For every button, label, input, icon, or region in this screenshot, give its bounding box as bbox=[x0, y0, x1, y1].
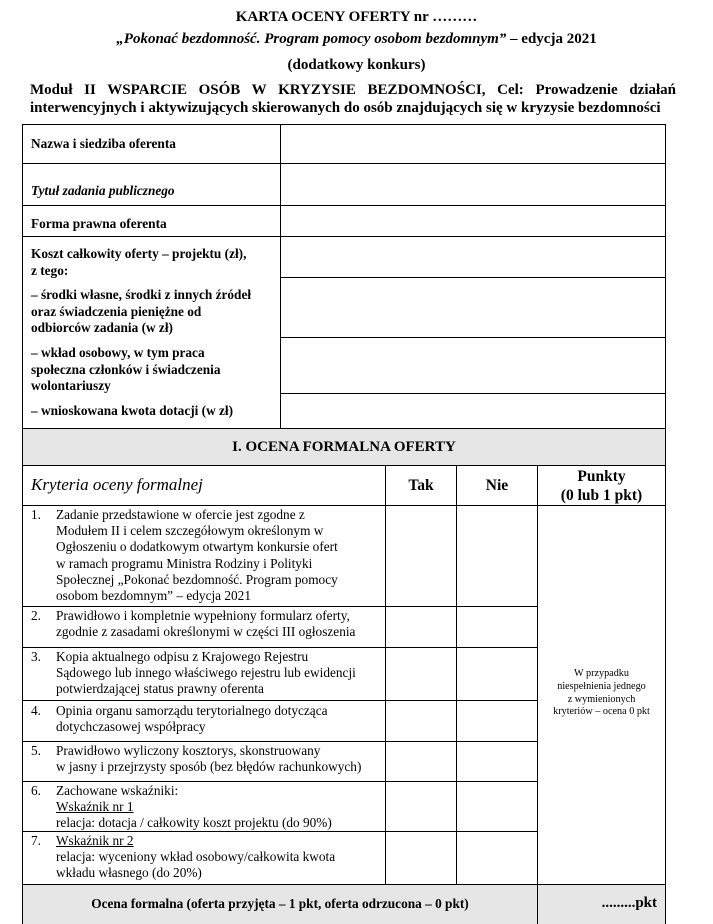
criterion-line: dotychczasowej współpracy bbox=[56, 719, 206, 735]
criterion-yes-cell[interactable] bbox=[386, 701, 456, 741]
program-edition: – edycja 2021 bbox=[506, 31, 597, 47]
criterion-yes-cell[interactable] bbox=[386, 782, 456, 831]
criterion-yes-cell[interactable] bbox=[386, 832, 456, 884]
criterion-no-cell[interactable] bbox=[457, 648, 537, 700]
value-requested-grant[interactable] bbox=[281, 394, 665, 428]
card-title: KARTA OCENY OFERTY nr ……… bbox=[235, 9, 478, 25]
module-line-1: Moduł II WSPARCIE OSÓB W KRYZYSIE BEZDOMNOŚCI, Cel: Prowadzenie działań bbox=[30, 82, 676, 98]
criterion-no-cell[interactable] bbox=[457, 742, 537, 781]
col-points: Punkty (0 lub 1 pkt) bbox=[560, 468, 643, 504]
criterion-line: Zachowane wskaźniki: bbox=[56, 783, 179, 798]
criterion-number: 7. bbox=[31, 833, 41, 848]
criterion-yes-cell[interactable] bbox=[386, 607, 456, 647]
criterion-line: w jasny i przejrzysty sposób (bez błędów rachunkowych) bbox=[56, 759, 362, 775]
criterion-line: Zadanie przedstawione w ofercie jest zgodne z bbox=[56, 507, 305, 522]
label-own-funds: – środki własne, środki z innych źródeł oraz świadczenia pieniężne od odbiorców zadania (w zł) bbox=[31, 287, 252, 335]
criterion-line: Wskaźnik nr 1 bbox=[56, 799, 134, 815]
criterion-text bbox=[56, 743, 379, 775]
value-applicant-name[interactable] bbox=[281, 125, 665, 163]
value-total-cost[interactable] bbox=[281, 237, 665, 277]
criterion-text bbox=[56, 507, 379, 604]
label-requested-grant: – wnioskowana kwota dotacji (w zł) bbox=[31, 403, 234, 418]
program-subtitle bbox=[0, 31, 713, 48]
criterion-line: potwierdzającej status prawny oferenta bbox=[56, 681, 264, 697]
value-task-title[interactable] bbox=[281, 164, 665, 205]
criterion-yes-cell[interactable] bbox=[386, 506, 456, 606]
criterion-row bbox=[23, 833, 385, 884]
label-applicant-name: Nazwa i siedziba oferenta bbox=[31, 136, 176, 151]
criterion-no-cell[interactable] bbox=[457, 782, 537, 831]
competition-note: (dodatkowy konkurs) bbox=[287, 57, 426, 73]
criterion-yes-cell[interactable] bbox=[386, 742, 456, 781]
criterion-no-cell[interactable] bbox=[457, 506, 537, 606]
module-line-2: interwencyjnych i aktywizujących skierowanych do osób znajdujących się w kryzysie bezdomności bbox=[30, 100, 661, 116]
criterion-line: Opinia organu samorządu terytorialnego dotycząca bbox=[56, 703, 328, 718]
criterion-no-cell[interactable] bbox=[457, 701, 537, 741]
criterion-text bbox=[56, 833, 379, 882]
col-yes: Tak bbox=[408, 477, 434, 494]
criterion-text bbox=[56, 783, 379, 832]
criterion-line: relacja: dotacja / całkowity koszt projektu (do 90%) bbox=[56, 815, 332, 831]
criterion-line: osobom bezdomnym” – edycja 2021 bbox=[56, 588, 251, 604]
criterion-line: Kopia aktualnego odpisu z Krajowego Rejestru bbox=[56, 649, 309, 664]
criterion-line: w ramach programu Ministra Rodziny i Polityki bbox=[56, 555, 313, 571]
criterion-number: 5. bbox=[31, 743, 41, 758]
col-criteria: Kryteria oceny formalnej bbox=[31, 475, 203, 494]
criterion-row bbox=[23, 507, 385, 606]
criterion-no-cell[interactable] bbox=[457, 832, 537, 884]
criterion-line: Sądowego lub innego właściwego rejestru lub ewidencji bbox=[56, 665, 356, 681]
criterion-line: wkładu własnego (do 20%) bbox=[56, 865, 202, 881]
criterion-line: Wskaźnik nr 2 bbox=[56, 833, 134, 848]
criterion-line: Prawidłowo i kompletnie wypełniony formularz oferty, bbox=[56, 608, 350, 623]
summary-label: Ocena formalna (oferta przyjęta – 1 pkt, oferta odrzucona – 0 pkt) bbox=[91, 896, 469, 911]
criterion-row bbox=[23, 703, 385, 741]
program-name: „Pokonać bezdomność. Program pomocy osobom bezdomnym” bbox=[116, 31, 507, 47]
label-task-title: Tytuł zadania publicznego bbox=[31, 183, 175, 198]
col-no: Nie bbox=[485, 477, 509, 494]
value-own-funds[interactable] bbox=[281, 278, 665, 337]
criterion-number: 4. bbox=[31, 703, 41, 718]
criterion-number: 1. bbox=[31, 507, 41, 522]
value-personal-contribution[interactable] bbox=[281, 338, 665, 393]
criterion-row bbox=[23, 743, 385, 781]
value-legal-form[interactable] bbox=[281, 206, 665, 236]
criterion-number: 2. bbox=[31, 608, 41, 623]
section-title: I. OCENA FORMALNA OFERTY bbox=[232, 439, 456, 455]
criterion-line: zgodnie z zasadami określonymi w części III ogłoszenia bbox=[56, 624, 356, 640]
criterion-yes-cell[interactable] bbox=[386, 648, 456, 700]
criterion-number: 6. bbox=[31, 783, 41, 798]
criterion-line: Społecznej „Pokonać bezdomność. Program pomocy bbox=[56, 571, 338, 587]
criterion-text bbox=[56, 649, 379, 698]
label-personal-contribution: – wkład osobowy, w tym praca społeczna członków i świadczenia wolontariuszy bbox=[31, 345, 221, 393]
label-total-cost: Koszt całkowity oferty – projektu (zł), z tego: bbox=[31, 246, 247, 278]
criterion-no-cell[interactable] bbox=[457, 607, 537, 647]
criterion-line: Ogłoszeniu o dodatkowym otwartym konkursie ofert bbox=[56, 539, 338, 555]
criterion-text bbox=[56, 608, 379, 640]
criterion-text bbox=[56, 703, 379, 735]
criterion-row bbox=[23, 783, 385, 831]
summary-points[interactable]: .........pkt bbox=[601, 895, 657, 911]
criterion-line: relacja: wyceniony wkład osobowy/całkowita kwota bbox=[56, 849, 336, 865]
points-note: W przypadku niespełnienia jednego z wymienionych kryteriów – ocena 0 pkt bbox=[553, 668, 650, 718]
label-legal-form: Forma prawna oferenta bbox=[31, 216, 167, 231]
criterion-row bbox=[23, 608, 385, 647]
criterion-row bbox=[23, 649, 385, 700]
criterion-line: Prawidłowo wyliczony kosztorys, skonstruowany bbox=[56, 743, 321, 758]
module-description bbox=[30, 81, 676, 117]
criterion-number: 3. bbox=[31, 649, 41, 664]
criterion-line: Modułem II i celem szczegółowym określonym w bbox=[56, 523, 324, 539]
